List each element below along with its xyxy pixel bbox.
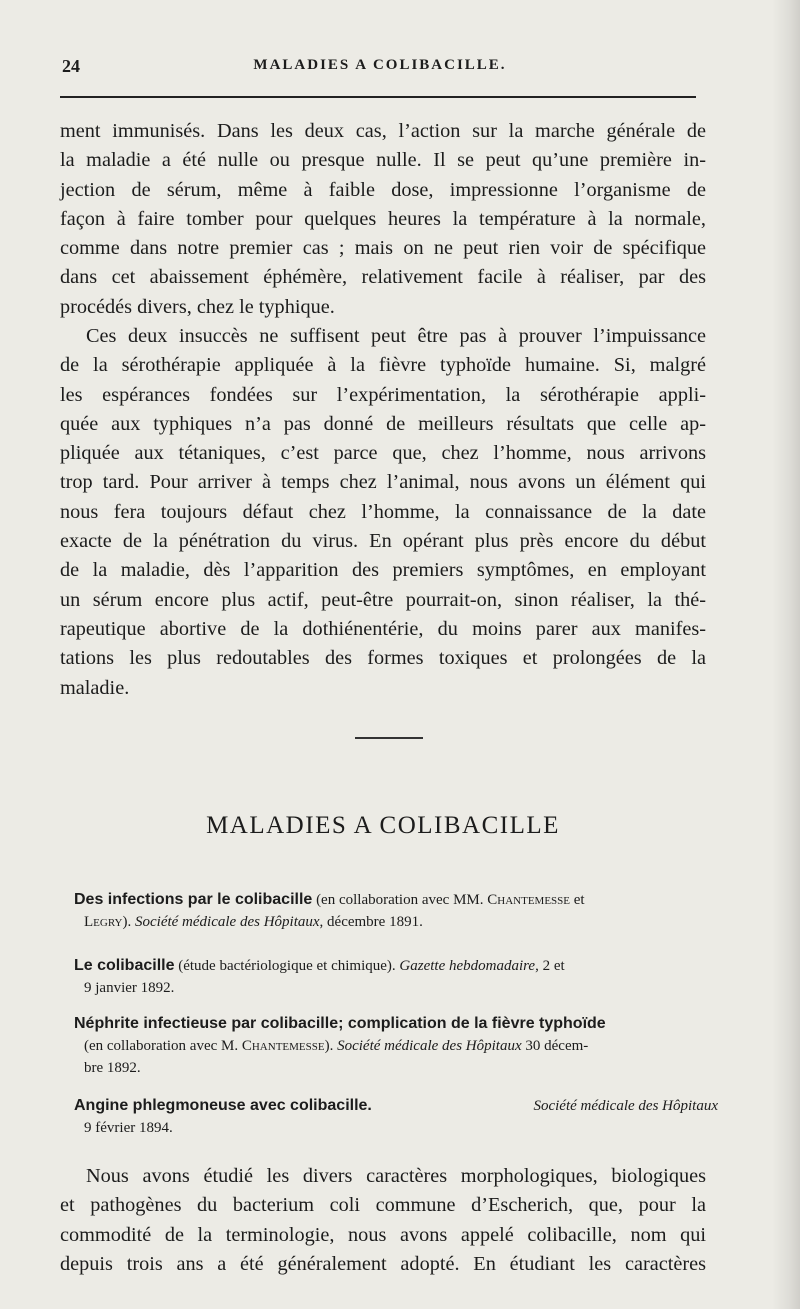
paragraph-2 bbox=[60, 322, 706, 703]
journal-name: Société médicale des Hôpitaux bbox=[135, 914, 320, 930]
text-line: tations les plus redoutables des formes toxiques et prolongées de la bbox=[60, 647, 706, 670]
text-line: commodité de la terminologie, nous avons appelé colibacille, nom qui bbox=[60, 1223, 706, 1246]
text-line: de la sérothérapie appliquée à la fièvre typhoïde humaine. Si, malgré bbox=[60, 354, 706, 377]
text-line: jection de sérum, même à faible dose, impressionne l’organisme de bbox=[60, 178, 706, 201]
author-name: Chantemesse bbox=[241, 1038, 325, 1054]
section-separator bbox=[355, 737, 423, 739]
text-line: pliquée aux tétaniques, c’est parce que, chez l’homme, nous arrivons bbox=[60, 442, 706, 465]
text-line: un sérum encore plus actif, peut-être pourrait-on, sinon réaliser, la thé- bbox=[60, 588, 706, 611]
bibliography-entry: Néphrite infectieuse par colibacille; complication de la fièvre typhoïde (en collaboration avec M. Chantemesse). Société médicale des Hôpitaux 30 décem- bre 1892. bbox=[74, 1015, 606, 1076]
entry-title: Des infections par le colibacille bbox=[74, 891, 313, 908]
text-line: rapeutique abortive de la dothiénentérie, du moins parer aux manifes- bbox=[60, 617, 706, 640]
paragraph-1 bbox=[60, 117, 706, 322]
entry-title: Le colibacille bbox=[74, 957, 175, 974]
author-name: Legry bbox=[84, 914, 123, 930]
journal-name: Société médicale des Hôpitaux bbox=[337, 1038, 522, 1054]
running-title: MALADIES A COLIBACILLE. bbox=[253, 57, 507, 73]
text-line: la maladie a été nulle ou presque nulle. Il se peut qu’une première in- bbox=[60, 149, 706, 172]
journal-name: Société médicale des Hôpitaux bbox=[533, 1098, 718, 1114]
text-line: Nous avons étudié les divers caractères morphologiques, biologiques bbox=[86, 1165, 706, 1187]
journal-name: Gazette hebdomadaire bbox=[399, 958, 536, 974]
bibliography-entry: Angine phlegmoneuse avec colibacille. Société médicale des Hôpitaux 9 février 1894. bbox=[74, 1097, 718, 1136]
text-line: façon à faire tomber pour quelques heures la température à la normale, bbox=[60, 207, 706, 230]
text-line: comme dans notre premier cas ; mais on ne peut rien voir de spécifique bbox=[60, 237, 706, 260]
header-rule bbox=[60, 96, 696, 98]
text-line: exacte de la pénétration du virus. En opérant plus près encore du début bbox=[60, 530, 706, 553]
text-line: Ces deux insuccès ne suffisent peut être pas à prouver l’impuissance bbox=[86, 325, 706, 347]
text-line: procédés divers, chez le typhique. bbox=[60, 295, 335, 318]
text-line: trop tard. Pour arriver à temps chez l’animal, nous avons un élément qui bbox=[60, 471, 706, 494]
text-line: ment immunisés. Dans les deux cas, l’action sur la marche générale de bbox=[60, 120, 706, 142]
entry-title: Néphrite infectieuse par colibacille; complication de la fièvre typhoïde bbox=[74, 1015, 606, 1032]
text-line: nous fera toujours défaut chez l’homme, la connaissance de la date bbox=[60, 500, 706, 523]
text-line: depuis trois ans a été généralement adopté. En étudiant les caractères bbox=[60, 1252, 706, 1275]
text-line: maladie. bbox=[60, 676, 130, 699]
page-edge-shadow bbox=[772, 0, 800, 1309]
page-number: 24 bbox=[62, 56, 80, 76]
page-header bbox=[62, 56, 698, 86]
bibliography-entry: Le colibacille (étude bactériologique et chimique). Gazette hebdomadaire, 2 et 9 janvier 1892. bbox=[74, 957, 565, 996]
section-title: MALADIES A COLIBACILLE bbox=[206, 812, 560, 839]
text-line: et pathogènes du bacterium coli commune d’Escherich, que, pour la bbox=[60, 1194, 706, 1217]
paragraph-3 bbox=[60, 1162, 706, 1279]
text-line: les espérances fondées sur l’expérimentation, la sérothérapie appli- bbox=[60, 383, 706, 406]
author-name: Chantemesse bbox=[487, 892, 570, 908]
text-line: quée aux typhiques n’a pas donné de meilleurs résultats que celle ap- bbox=[60, 412, 706, 435]
text-line: de la maladie, dès l’apparition des premiers symptômes, en employant bbox=[60, 559, 706, 582]
bibliography-entry: Des infections par le colibacille (en collaboration avec MM. Chantemesse et Legry). Société médicale des Hôpitaux, décembre 1891. bbox=[74, 891, 585, 930]
text-line: dans cet abaissement éphémère, relativement facile à réaliser, par des bbox=[60, 266, 706, 289]
entry-title: Angine phlegmoneuse avec colibacille. bbox=[74, 1097, 372, 1114]
